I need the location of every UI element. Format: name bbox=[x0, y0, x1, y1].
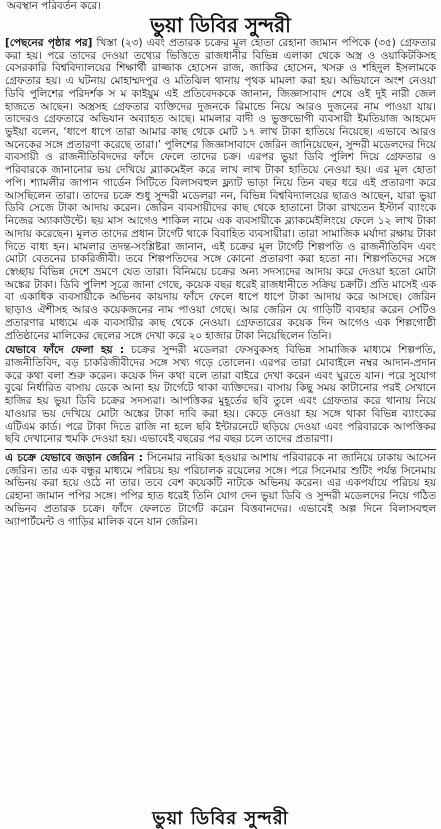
article-headline: ভুয়া ডিবির সুন্দরী bbox=[150, 13, 291, 37]
subheading: এ চক্রে যেভাবে জড়ান জেরিন : bbox=[5, 452, 143, 464]
article-paragraph bbox=[5, 37, 436, 342]
continuation-marker: [পেছনের পৃষ্ঠার পর] bbox=[5, 37, 93, 49]
article-paragraph bbox=[5, 344, 436, 446]
section-divider bbox=[5, 449, 436, 450]
subheading: যেভাবে ফাঁদে ফেলা হয় : bbox=[5, 344, 125, 357]
article-body bbox=[5, 37, 436, 528]
previous-article-tail: অবস্থান পরিবর্তন করে। bbox=[7, 0, 101, 12]
paragraph-text: সিনেমার নায়িকা হওয়ার আশায় পরিবারকে না জানিয়ে ঢাকায় আসেন জেরিন। তার এক বন্ধুর মাধ্যমে পরিচয় হয় পরিচালক রয়েলের সঙ্গে। পরে সিনেমার শুটিং পর্যন্ত সিনেমায় অভিনয় করা হয়ে ওঠে না তার। তবে বেশ কয়েকটি নাটকে অভিনয় করেন। এর একপর্যায়ে পরিচয় হয় রেহানা জামান পপির সঙ্গে। পপির হাত ধরেই তিনি যোগ দেন ভুয়া ডিবি ও সুন্দরী মডেলদের নিয়ে গঠিত অভিনব প্রতারক চক্রে। ফাঁদে ফেলতে টার্গেট করেন বিত্তবানদের। এভাবেই অল্প দিনে বিলাসবহুল অ্যাপার্টমেন্ট ও গাড়ির মালিক বনে যান জেরিন। bbox=[5, 452, 436, 528]
paragraph-text: খিস্তা (২৩) এবং প্রতারক চক্রের মূল হোতা রেহানা জামান পপিকে (৩৫) গ্রেফতার করা হয়। পরে তাদের দেওয়া তথ্যের ভিত্তিতে রাজধানীর বিভিন্ন এলাকা থেকে অস্ত্র ও ওয়াকিটকিসহ বেসরকারি বিশ্ববিদ্যালয়ের শিক্ষার্থী রাজ্জাক হোসেন রাজ, জাকির হোসেন, খসরু ও শহিদুল ইসলামকে গ্রেফতার হয়। এ ঘটনায় মোহাম্মদপুর ও মতিঝিল থানায় পৃথক মামলা করা হয়। অভিযানে অংশ নেওয়া ডিবি পুলিশের পরিদর্শক স ম কাইয়ুম এই প্রতিবেদককে জানান, জিজ্ঞাসাবাদ শেষে ওই দুই নারী জেল হাজতে আছেন। অস্ত্রসহ গ্রেফতার ব্যক্তিদের দুজনকে রিমান্ডে নিয়ে আরও দুজনের নাম পাওয়া যায়। তাদেরও গ্রেফতারে অভিযান অব্যাহত আছে। মামলার বাদী ও ভুক্তভোগী ব্যবসায়ী ইমতিয়াজ আহমেদ ভুইয়া বলেন, ‘ধাপে ধাপে তারা আমার কাছ থেকে মোট ১৭ লাখ টাকা হাতিয়ে নিয়েছে। এভাবে আরও অনেকের সঙ্গে প্রতারণা করেছে তারা।’ পুলিশের জিজ্ঞাসাবাদে জেরিন জানিয়েছেন, সুন্দরী মডেলদের দিয়ে ব্যবসায়ী ও রাজনীতিবিদদের ফাঁদে ফেলে তাদের চক্র। এরপর ভুয়া ডিবি পুলিশ দিয়ে গ্রেফতার ও পরিবারকে জানানোর ভয় দেখিয়ে ব্ল্যাকমেইল করে লাখ লাখ টাকা হাতিয়ে নেওয়া হয়। এর মূল হোতা পপি। শ্যামলীর জাপান গার্ডেন সিটিতে বিলাসবহুল ফ্ল্যাট ভাড়া নিয়ে তিন বছর ধরে এই প্রতারণা করে আসছিলেন তারা। তাদের চক্রে শুধু সুন্দরী মডেলরা নন, বিভিন্ন বিশ্ববিদ্যালয়ের ছাত্রও আছেন, যারা ভুয়া ডিবি সেজে টাকা আদায় করেন। জেরিন ব্যবসায়ীদের কাছ থেকে হাতানো টাকা রাখতেন ইস্টার্ন ব্যাংকে নিজের অ্যাকাউন্টে। ছয় মাস আগেও শাকিল নামে এক ব্যবসায়ীকে ব্ল্যাকমেইলিংয়ে ফেলে ১২ লাখ টাকা আদায় করেছেন। মূলত তাদের প্রধান টার্গেট থাকে বিবাহিত ব্যবসায়ীরা। তারা সামাজিক মর্যাদা রক্ষায় টাকা দিতে বাধ্য হন। মামলার তদন্ত-সংশ্লিষ্টরা জানান, এই চক্রের মূল টার্গেট শিল্পপতি ও রাজনীতিবিদ এবং মোটা বেতনের চাকরিজীবী। তবে শিল্পপতিদের সঙ্গে কোনো প্রতারণা করা হতো না। শিল্পপতিদের সঙ্গে স্বেচ্ছায় বিভিন্ন দেশে ভ্রমণে যেত তারা। বিনিময়ে চক্রের অন্য সদস্যদের আদায় করে দেওয়া হতো মোটা অঙ্কের টাকা। ডিবি পুলিশ সূত্রে জানা গেছে, কয়েক বছর ধরেই রাজধানীতে সক্রিয় চক্রটি। প্রতি মাসেই এক বা একাধিক ব্যবসায়ীকে অভিনব কায়দায় ফাঁদে ফেলে ধাপে ধাপে টাকা আদায় করে আসছে। জেরিন ছাড়াও ঐশীসহ আরও কয়েকজনের নাম পাওয়া গেছে। আর জেরিন যে গাড়িটি ব্যবহার করেন সেটিও প্রতারণার মাধ্যমে এক ব্যবসায়ীর কাছ থেকে নেওয়া। গ্রেফতারের কয়েক দিন আগেও এক শিল্পগোষ্ঠী প্রতিষ্ঠানের মালিকের ছেলের সঙ্গে দেখা করে ২০ হাজার টাকা নিয়েছিলেন তিনি। bbox=[5, 37, 436, 342]
next-headline-text: ভুয়া ডিবির সুন্দরী bbox=[152, 808, 289, 829]
paragraph-text: চক্রের সুন্দরী মডেলরা ফেসবুকসহ বিভিন্ন সামাজিক মাধ্যমে শিল্পপতি, রাজনীতিবিদ, বড় চাকরিজীবীদের সঙ্গে সখ্য গড়ে তোলেন। এরপর তারা মোবাইলে নম্বর আদান-প্রদান করে কথা বলা শুরু করেন। কয়েক দিন কথা বলে তারা বাইরে দেখা করেন এবং ঘুরতে যান। পরে সুযোগ বুঝে নির্ধারিত বাসায় ডেকে আনা হয় টার্গেটে থাকা ব্যক্তিদের। বাসায় কিছু সময় কাটানোর পরই সেখানে হাজির হয় ভুয়া ডিবি চক্রের সদস্যরা। আপত্তিকর মুহূর্তের ছবি তুলে এবং গ্রেফতার করে থানায় নিয়ে যাওয়ার ভয় দেখিয়ে মোটা অঙ্কের টাকা দাবি করা হয়। কেড়ে নেওয়া হয় সঙ্গে থাকা বিভিন্ন ব্যাংকের এটিএম কার্ড। পরে টাকা দিতে রাজি না হলে ছবি ইন্টারনেটে ছড়িয়ে দেওয়া এবং পরিবারকে আপত্তিকর ছবি দেখানোর হুমকি দেওয়া হয়। এভাবেই বছরের পর বছর চলে তাদের প্রতারণা। bbox=[5, 344, 436, 446]
cropped-next-headline bbox=[5, 808, 436, 829]
article-paragraph bbox=[5, 452, 436, 528]
